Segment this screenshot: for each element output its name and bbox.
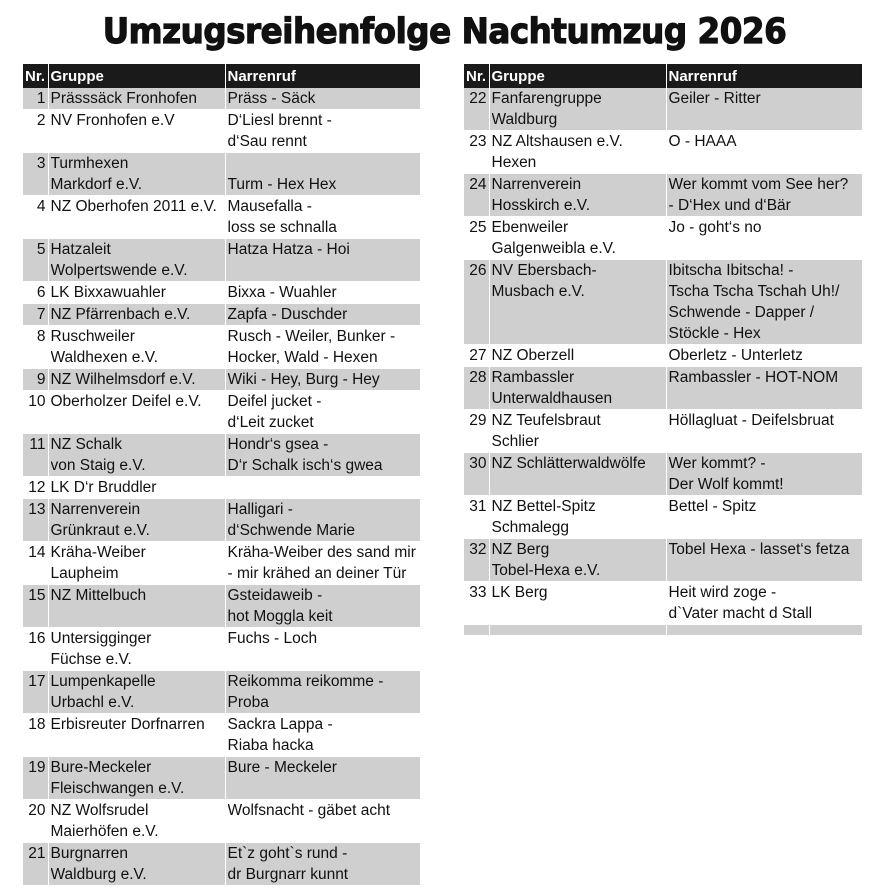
narrenruf-cell bbox=[666, 217, 862, 260]
narrenruf-cell bbox=[225, 585, 420, 628]
row-number: 13 bbox=[23, 499, 48, 542]
row-number: 18 bbox=[23, 714, 48, 757]
narrenruf-line: d‘Schwende Marie bbox=[227, 522, 356, 539]
group-name-line: Schmalegg bbox=[491, 519, 570, 536]
narrenruf-line: Gsteidaweib - bbox=[227, 587, 323, 604]
narrenruf-line: - D‘Hex und d‘Bär bbox=[668, 197, 791, 214]
group-name-cell bbox=[48, 282, 225, 304]
group-name-cell bbox=[48, 843, 225, 886]
narrenruf-cell bbox=[666, 367, 862, 410]
narrenruf-line: D‘r Schalk isch‘s gwea bbox=[227, 457, 383, 474]
narrenruf-line: Höllagluat - Deifelsbruat bbox=[668, 412, 834, 429]
table-row bbox=[464, 131, 862, 174]
row-number: 15 bbox=[23, 585, 48, 628]
narrenruf-line: Rusch - Weiler, Bunker - bbox=[227, 328, 396, 345]
group-name-line: Erbisreuter Dorfnarren bbox=[50, 716, 205, 733]
row-number: 14 bbox=[23, 542, 48, 585]
group-name-line: NV Ebersbach- bbox=[491, 262, 597, 279]
table-row bbox=[23, 628, 420, 671]
table-row bbox=[23, 304, 420, 326]
table-row bbox=[23, 110, 420, 153]
narrenruf-line: Mausefalla - bbox=[227, 198, 312, 215]
group-name-cell bbox=[48, 369, 225, 391]
page-title: Umzugsreihenfolge Nachtumzug 2026 bbox=[102, 12, 787, 52]
group-name-line: Wolpertswende e.V. bbox=[50, 262, 188, 279]
procession-table-left bbox=[23, 64, 420, 886]
group-name-cell bbox=[489, 131, 666, 174]
group-name-cell bbox=[489, 496, 666, 539]
group-name-line: Maierhöfen e.V. bbox=[50, 823, 159, 840]
narrenruf-line: Proba bbox=[227, 694, 269, 711]
narrenruf-cell bbox=[225, 843, 420, 886]
table-row bbox=[23, 671, 420, 714]
row-number: 31 bbox=[464, 496, 489, 539]
table-row bbox=[23, 757, 420, 800]
narrenruf-cell bbox=[225, 477, 420, 499]
narrenruf-cell bbox=[666, 496, 862, 539]
group-name-cell bbox=[489, 345, 666, 367]
narrenruf-cell bbox=[225, 196, 420, 239]
narrenruf-line: O - HAAA bbox=[668, 133, 737, 150]
row-number: 1 bbox=[23, 88, 48, 110]
group-name-cell bbox=[48, 628, 225, 671]
group-name-line: Markdorf e.V. bbox=[50, 176, 143, 193]
row-number: 28 bbox=[464, 367, 489, 410]
narrenruf-cell bbox=[225, 671, 420, 714]
group-name-line: Galgenweibla e.V. bbox=[491, 240, 616, 257]
group-name-line: Narrenverein bbox=[491, 176, 582, 193]
group-name-cell bbox=[48, 542, 225, 585]
group-name-cell bbox=[48, 757, 225, 800]
narrenruf-line bbox=[228, 477, 419, 498]
row-number: 12 bbox=[23, 477, 48, 499]
narrenruf-cell bbox=[225, 239, 420, 282]
narrenruf-line: Bettel - Spitz bbox=[668, 498, 757, 515]
group-name-line: Turmhexen bbox=[50, 155, 129, 172]
table-row bbox=[23, 434, 420, 477]
group-name-line: Urbachl e.V. bbox=[50, 694, 135, 711]
group-name-line: Füchse e.V. bbox=[50, 651, 132, 668]
row-number: 11 bbox=[23, 434, 48, 477]
narrenruf-line: Stöckle - Hex bbox=[668, 325, 761, 342]
group-name-cell bbox=[48, 304, 225, 326]
group-name-line: Lumpenkapelle bbox=[50, 673, 156, 690]
narrenruf-line: Präss - Säck bbox=[227, 90, 316, 107]
narrenruf-cell bbox=[225, 282, 420, 304]
narrenruf-line: Wer kommt vom See her? bbox=[668, 176, 849, 193]
narrenruf-cell bbox=[666, 453, 862, 496]
group-name-cell bbox=[48, 110, 225, 153]
narrenruf-line: Et`z goht`s rund - bbox=[227, 845, 348, 862]
group-name-cell bbox=[48, 326, 225, 369]
narrenruf-cell bbox=[666, 131, 862, 174]
row-number: 4 bbox=[23, 196, 48, 239]
row-number: 17 bbox=[23, 671, 48, 714]
row-number: 8 bbox=[23, 326, 48, 369]
header-nr: Nr. bbox=[464, 64, 489, 88]
table-row bbox=[464, 410, 862, 453]
table-row bbox=[23, 153, 420, 196]
row-number: 33 bbox=[464, 582, 489, 625]
narrenruf-line: Riaba hacka bbox=[227, 737, 314, 754]
narrenruf-cell bbox=[225, 542, 420, 585]
header-narrenruf: Narrenruf bbox=[225, 64, 420, 88]
group-name-line: LK Bixxawuahler bbox=[50, 284, 166, 301]
narrenruf-line: Bixxa - Wuahler bbox=[227, 284, 337, 301]
table-row bbox=[464, 367, 862, 410]
header-gruppe: Gruppe bbox=[48, 64, 225, 88]
narrenruf-cell bbox=[225, 369, 420, 391]
group-name-cell bbox=[489, 410, 666, 453]
narrenruf-cell bbox=[666, 174, 862, 217]
narrenruf-line: Sackra Lappa - bbox=[227, 716, 333, 733]
narrenruf-line: Bure - Meckeler bbox=[227, 759, 337, 776]
header-nr: Nr. bbox=[23, 64, 48, 88]
table-row bbox=[23, 843, 420, 886]
narrenruf-cell bbox=[225, 757, 420, 800]
table-row bbox=[23, 391, 420, 434]
group-name-line: NZ Altshausen e.V. bbox=[491, 133, 623, 150]
table-row bbox=[23, 477, 420, 499]
group-name-cell bbox=[48, 239, 225, 282]
header-narrenruf: Narrenruf bbox=[666, 64, 862, 88]
group-name-line: Narrenverein bbox=[50, 501, 141, 518]
row-number: 25 bbox=[464, 217, 489, 260]
narrenruf-line: Halligari - bbox=[227, 501, 293, 518]
group-name-cell bbox=[48, 671, 225, 714]
group-name-line: LK Berg bbox=[491, 584, 548, 601]
group-name-line: Waldhexen e.V. bbox=[50, 349, 158, 366]
row-number: 7 bbox=[23, 304, 48, 326]
narrenruf-cell bbox=[225, 326, 420, 369]
table-row bbox=[23, 542, 420, 585]
group-name-line: Ruschweiler bbox=[50, 328, 135, 345]
group-name-line: NZ Bettel-Spitz bbox=[491, 498, 596, 515]
group-name-line: Bure-Meckeler bbox=[50, 759, 152, 776]
group-name-cell bbox=[48, 88, 225, 110]
table-row bbox=[464, 453, 862, 496]
table-row bbox=[464, 88, 862, 131]
table-row bbox=[464, 217, 862, 260]
group-name-line: Rambassler bbox=[491, 369, 575, 386]
row-number: 24 bbox=[464, 174, 489, 217]
narrenruf-cell bbox=[225, 88, 420, 110]
row-number: 19 bbox=[23, 757, 48, 800]
narrenruf-cell bbox=[225, 304, 420, 326]
narrenruf-line: Deifel jucket - bbox=[227, 393, 322, 410]
group-name-cell bbox=[48, 477, 225, 499]
narrenruf-cell bbox=[225, 153, 420, 196]
group-name-line: Hexen bbox=[491, 154, 537, 171]
table-row bbox=[464, 345, 862, 367]
narrenruf-line: Der Wolf kommt! bbox=[668, 476, 784, 493]
narrenruf-line: Fuchs - Loch bbox=[227, 630, 318, 647]
group-name-line: Tobel-Hexa e.V. bbox=[491, 562, 601, 579]
table-row bbox=[464, 539, 862, 582]
group-name-line: NZ Schlätterwaldwölfe bbox=[491, 455, 646, 472]
group-name-line: Waldburg bbox=[491, 111, 558, 128]
group-name-line: Laupheim bbox=[50, 565, 119, 582]
narrenruf-line: d`Vater macht d Stall bbox=[668, 605, 813, 622]
table-end-bar bbox=[464, 625, 862, 636]
narrenruf-cell bbox=[225, 499, 420, 542]
row-number: 23 bbox=[464, 131, 489, 174]
table-row bbox=[464, 260, 862, 345]
group-name-line: Unterwaldhausen bbox=[491, 390, 613, 407]
narrenruf-cell bbox=[666, 410, 862, 453]
row-number: 26 bbox=[464, 260, 489, 345]
row-number: 32 bbox=[464, 539, 489, 582]
table-row bbox=[464, 174, 862, 217]
group-name-line: Ebenweiler bbox=[491, 219, 569, 236]
group-name-line: NZ Mittelbuch bbox=[50, 587, 147, 604]
narrenruf-line: D‘Liesl brennt - bbox=[227, 112, 332, 129]
group-name-line: Grünkraut e.V. bbox=[50, 522, 150, 539]
procession-table-right bbox=[464, 64, 862, 636]
group-name-cell bbox=[489, 453, 666, 496]
narrenruf-line: loss se schnalla bbox=[227, 219, 337, 236]
group-name-cell bbox=[48, 434, 225, 477]
group-name-line: Waldburg e.V. bbox=[50, 866, 147, 883]
row-number: 27 bbox=[464, 345, 489, 367]
narrenruf-line: d‘Leit zucket bbox=[227, 414, 314, 431]
group-name-line: Fleischwangen e.V. bbox=[50, 780, 185, 797]
table-header bbox=[23, 64, 420, 88]
narrenruf-cell bbox=[225, 110, 420, 153]
group-name-line: NZ Pfärrenbach e.V. bbox=[50, 306, 191, 323]
narrenruf-line bbox=[228, 153, 419, 174]
group-name-line: Hatzaleit bbox=[50, 241, 111, 258]
row-number: 29 bbox=[464, 410, 489, 453]
narrenruf-line: Zapfa - Duschder bbox=[227, 306, 348, 323]
narrenruf-line: Hondr‘s gsea - bbox=[227, 436, 329, 453]
row-number: 9 bbox=[23, 369, 48, 391]
narrenruf-cell bbox=[666, 345, 862, 367]
narrenruf-cell bbox=[225, 800, 420, 843]
narrenruf-cell bbox=[666, 539, 862, 582]
narrenruf-cell bbox=[666, 88, 862, 131]
narrenruf-line: Turm - Hex Hex bbox=[227, 176, 337, 193]
row-number: 21 bbox=[23, 843, 48, 886]
group-name-cell bbox=[489, 260, 666, 345]
table-header bbox=[464, 64, 862, 88]
narrenruf-line: Oberletz - Unterletz bbox=[668, 347, 803, 364]
group-name-line: Hosskirch e.V. bbox=[491, 197, 590, 214]
group-name-cell bbox=[489, 367, 666, 410]
row-number: 6 bbox=[23, 282, 48, 304]
group-name-cell bbox=[489, 582, 666, 625]
group-name-cell bbox=[48, 585, 225, 628]
group-name-line: NZ Teufelsbraut bbox=[491, 412, 601, 429]
group-name-line: NV Fronhofen e.V bbox=[50, 112, 175, 129]
group-name-cell bbox=[489, 88, 666, 131]
group-name-line: Prässsäck Fronhofen bbox=[50, 90, 197, 107]
table-row bbox=[23, 714, 420, 757]
narrenruf-line: Heit wird zoge - bbox=[668, 584, 777, 601]
group-name-line: Schlier bbox=[491, 433, 539, 450]
narrenruf-cell bbox=[225, 391, 420, 434]
group-name-cell bbox=[48, 714, 225, 757]
row-number: 20 bbox=[23, 800, 48, 843]
narrenruf-line: Reikomma reikomme - bbox=[227, 673, 384, 690]
group-name-line: Fanfarengruppe bbox=[491, 90, 602, 107]
group-name-line: NZ Wolfsrudel bbox=[50, 802, 149, 819]
row-number: 30 bbox=[464, 453, 489, 496]
group-name-line: NZ Berg bbox=[491, 541, 550, 558]
narrenruf-line: dr Burgnarr kunnt bbox=[227, 866, 349, 883]
header-gruppe: Gruppe bbox=[489, 64, 666, 88]
group-name-cell bbox=[48, 391, 225, 434]
group-name-line: NZ Oberzell bbox=[491, 347, 575, 364]
narrenruf-cell bbox=[666, 260, 862, 345]
group-name-cell bbox=[48, 800, 225, 843]
narrenruf-cell bbox=[225, 434, 420, 477]
row-number: 22 bbox=[464, 88, 489, 131]
group-name-line: Oberholzer Deifel e.V. bbox=[50, 393, 202, 410]
group-name-line: NZ Oberhofen 2011 e.V. bbox=[50, 198, 217, 215]
group-name-cell bbox=[48, 499, 225, 542]
row-number: 2 bbox=[23, 110, 48, 153]
narrenruf-line: d‘Sau rennt bbox=[227, 133, 307, 150]
table-row bbox=[464, 496, 862, 539]
table-row bbox=[23, 282, 420, 304]
narrenruf-line: - mir krähed an deiner Tür bbox=[227, 565, 407, 582]
group-name-cell bbox=[489, 174, 666, 217]
group-name-line: NZ Wilhelmsdorf e.V. bbox=[50, 371, 196, 388]
narrenruf-line: Hocker, Wald - Hexen bbox=[227, 349, 378, 366]
table-row bbox=[23, 88, 420, 110]
row-number: 3 bbox=[23, 153, 48, 196]
group-name-line: Burgnarren bbox=[50, 845, 129, 862]
group-name-line: NZ Schalk bbox=[50, 436, 122, 453]
narrenruf-line: Wolfsnacht - gäbet acht bbox=[227, 802, 391, 819]
narrenruf-line: Tscha Tscha Tschah Uh!/ bbox=[668, 283, 840, 300]
table-row bbox=[23, 585, 420, 628]
narrenruf-line: Wiki - Hey, Burg - Hey bbox=[227, 371, 380, 388]
narrenruf-line: Geiler - Ritter bbox=[668, 90, 761, 107]
group-name-line: Kräha-Weiber bbox=[50, 544, 146, 561]
table-row bbox=[23, 326, 420, 369]
group-name-cell bbox=[48, 153, 225, 196]
narrenruf-line: Schwende - Dapper / bbox=[668, 304, 815, 321]
row-number: 5 bbox=[23, 239, 48, 282]
group-name-line: LK D‘r Bruddler bbox=[50, 479, 157, 496]
table-row bbox=[464, 582, 862, 625]
narrenruf-line: Wer kommt? - bbox=[668, 455, 766, 472]
group-name-line: Untersigginger bbox=[50, 630, 152, 647]
row-number: 16 bbox=[23, 628, 48, 671]
narrenruf-line: Hatza Hatza - Hoi bbox=[227, 241, 350, 258]
narrenruf-cell bbox=[225, 628, 420, 671]
group-name-line: Musbach e.V. bbox=[491, 283, 585, 300]
narrenruf-line: Ibitscha Ibitscha! - bbox=[668, 262, 794, 279]
narrenruf-line: Jo - goht‘s no bbox=[668, 219, 762, 236]
group-name-cell bbox=[489, 217, 666, 260]
group-name-line: von Staig e.V. bbox=[50, 457, 146, 474]
narrenruf-line: Tobel Hexa - lasset‘s fetza bbox=[668, 541, 850, 558]
narrenruf-cell bbox=[666, 582, 862, 625]
table-row bbox=[23, 499, 420, 542]
table-row bbox=[23, 196, 420, 239]
narrenruf-line: Kräha-Weiber des sand mir bbox=[227, 544, 416, 561]
table-row bbox=[23, 800, 420, 843]
group-name-cell bbox=[48, 196, 225, 239]
narrenruf-cell bbox=[225, 714, 420, 757]
narrenruf-line: Rambassler - HOT-NOM bbox=[668, 369, 839, 386]
table-row bbox=[23, 369, 420, 391]
group-name-cell bbox=[489, 539, 666, 582]
table-row bbox=[23, 239, 420, 282]
narrenruf-line: hot Moggla keit bbox=[227, 608, 333, 625]
row-number: 10 bbox=[23, 391, 48, 434]
